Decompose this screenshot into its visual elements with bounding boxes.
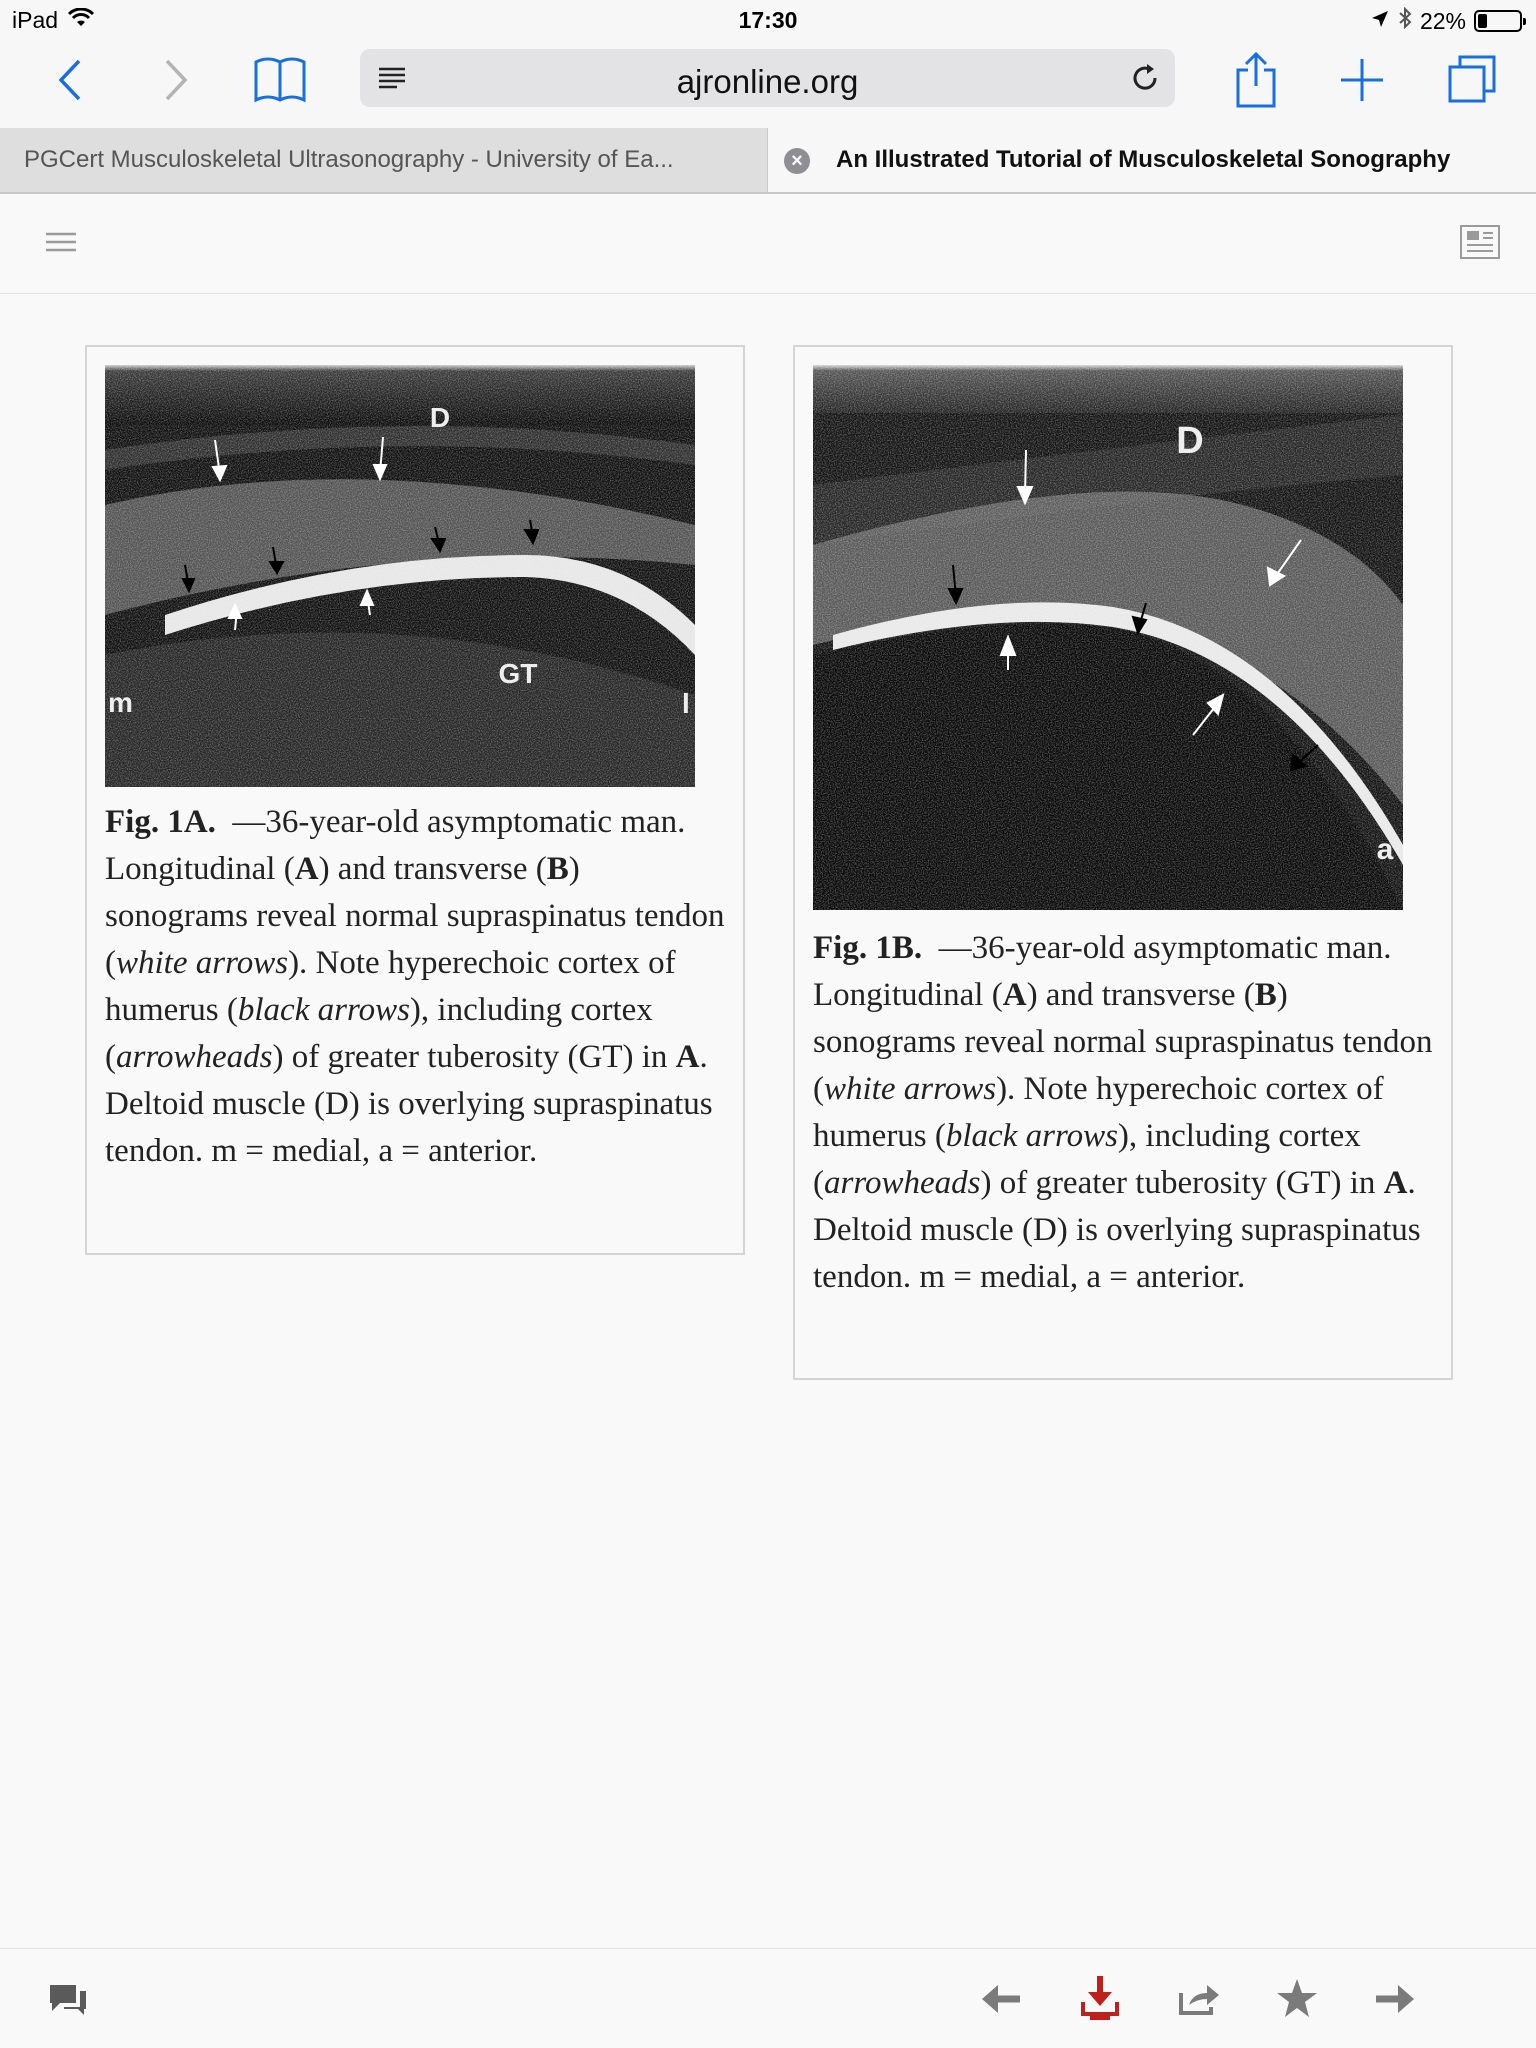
tab-pgcert[interactable] <box>0 128 768 192</box>
device-name: iPad <box>12 7 59 33</box>
export-icon[interactable] <box>1176 1979 1222 2019</box>
caption-text: Longitudinal ( <box>813 977 1003 1013</box>
label-l: l <box>682 688 690 719</box>
caption-text: ). Note hyperechoic cortex of humerus ( <box>813 1071 1384 1154</box>
battery-icon <box>1474 10 1522 32</box>
caption-bold: B <box>1254 977 1277 1013</box>
caption-text: ), including cortex ( <box>813 1118 1361 1201</box>
clock: 17:30 <box>738 7 798 33</box>
figure-card-1b <box>793 345 1453 1380</box>
caption-text: . Deltoid muscle (D) is overlying supraspinatus tendon. m = medial, a = anterior. <box>105 1039 713 1169</box>
tab-bar <box>0 128 1536 194</box>
caption-text: —36-year-old asymptomatic man. <box>938 930 1392 966</box>
book-icon[interactable] <box>250 54 310 106</box>
caption-text: Longitudinal ( <box>105 851 295 887</box>
status-right <box>1370 7 1522 35</box>
label-gt: GT <box>498 658 538 689</box>
caption-bold: A <box>675 1039 700 1075</box>
caption-italic: black arrows <box>237 992 410 1028</box>
hamburger-icon[interactable] <box>44 228 78 256</box>
chevron-left-icon[interactable] <box>48 54 92 106</box>
figure-caption-1b <box>813 925 1433 1301</box>
label-a: a <box>1376 833 1394 866</box>
caption-text: —36-year-old asymptomatic man. <box>232 804 686 840</box>
figure-card-1a <box>85 345 745 1255</box>
plus-icon[interactable] <box>1336 52 1388 108</box>
caption-italic: white arrows <box>116 945 289 981</box>
caption-italic: arrowheads <box>824 1165 981 1201</box>
caption-fig-label: Fig. 1A. <box>105 804 216 840</box>
caption-italic: black arrows <box>945 1118 1118 1154</box>
status-bar <box>0 0 1536 42</box>
article-icon[interactable] <box>1458 222 1502 262</box>
share-icon[interactable] <box>1228 48 1284 112</box>
caption-text: ) sonograms reveal normal supraspinatus tendon ( <box>813 977 1433 1107</box>
location-icon <box>1370 8 1390 35</box>
caption-text: . Deltoid muscle (D) is overlying supraspinatus tendon. m = medial, a = anterior. <box>813 1165 1421 1295</box>
caption-text: ) and transverse ( <box>1026 977 1255 1013</box>
bottom-toolbar <box>0 1948 1536 2048</box>
tab-tutorial[interactable] <box>768 128 1536 192</box>
figure-caption-1a <box>105 799 725 1175</box>
caption-italic: white arrows <box>824 1071 997 1107</box>
caption-bold: A <box>294 851 319 887</box>
address-bar[interactable] <box>360 49 1175 107</box>
arrow-left-icon[interactable] <box>978 1979 1024 2019</box>
caption-text: ), including cortex ( <box>105 992 653 1075</box>
close-tab-icon[interactable]: × <box>784 148 810 174</box>
battery-percent: 22% <box>1419 7 1466 34</box>
caption-text: ) sonograms reveal normal supraspinatus tendon ( <box>105 851 725 981</box>
page-header <box>0 194 1536 294</box>
download-icon[interactable] <box>1078 1973 1122 2021</box>
star-icon[interactable] <box>1274 1975 1320 2021</box>
caption-fig-label: Fig. 1B. <box>813 930 923 966</box>
arrow-right-icon[interactable] <box>1372 1979 1418 2019</box>
caption-italic: arrowheads <box>116 1039 273 1075</box>
label-m: m <box>108 687 133 718</box>
url-text[interactable]: ajronline.org <box>676 63 859 100</box>
caption-text: ) of greater tuberosity (GT) in <box>272 1039 676 1075</box>
caption-bold: A <box>1383 1165 1408 1201</box>
comment-icon[interactable] <box>44 1979 92 2023</box>
tabs-icon[interactable] <box>1444 50 1500 108</box>
caption-bold: A <box>1002 977 1027 1013</box>
label-d: D <box>1176 420 1204 462</box>
ultrasound-image-1a[interactable] <box>105 365 695 787</box>
caption-text: ) and transverse ( <box>318 851 547 887</box>
tab-title: An Illustrated Tutorial of Musculoskeletal Sonography <box>836 146 1451 173</box>
label-d: D <box>429 402 451 433</box>
caption-bold: B <box>546 851 569 887</box>
chevron-right-icon[interactable] <box>154 54 198 106</box>
tab-title: PGCert Musculoskeletal Ultrasonography - University of Ea... <box>24 146 674 173</box>
caption-text: ). Note hyperechoic cortex of humerus ( <box>105 945 676 1028</box>
ultrasound-image-1b[interactable] <box>813 365 1403 910</box>
browser-toolbar <box>0 42 1536 128</box>
caption-text: ) of greater tuberosity (GT) in <box>980 1165 1384 1201</box>
reload-icon[interactable] <box>1128 61 1162 95</box>
bluetooth-icon <box>1398 7 1412 35</box>
